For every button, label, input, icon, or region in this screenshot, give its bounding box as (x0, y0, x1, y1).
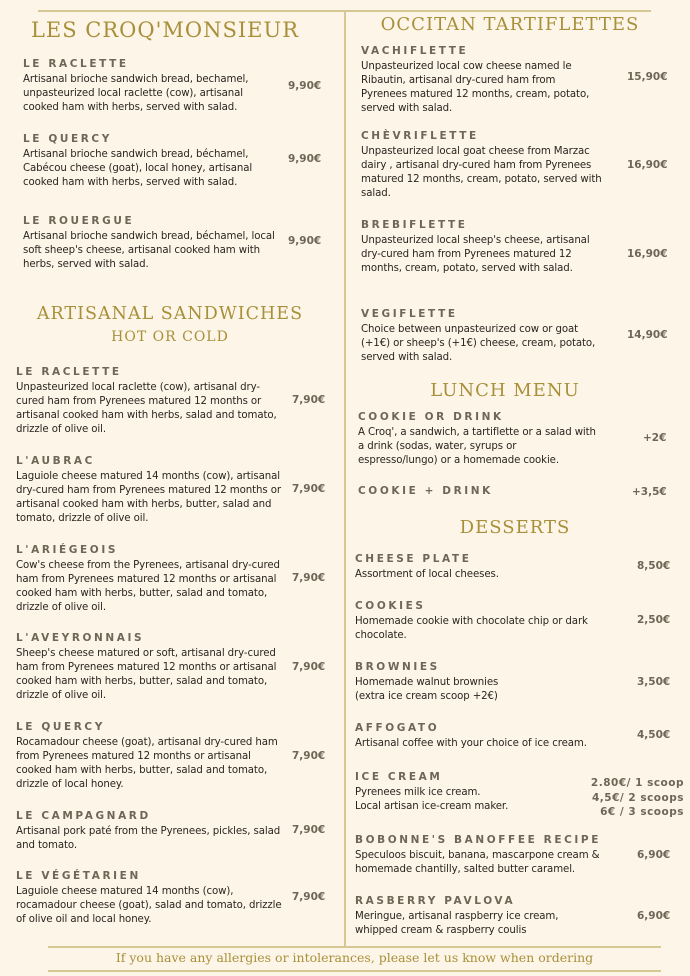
item-name: LE RACLETTE (23, 58, 129, 70)
menu-item (23, 215, 278, 272)
item-name: BOBONNE'S BANOFFEE RECIPE (355, 834, 601, 846)
section-title-croq-monsieur: LES CROQ'MONSIEUR (30, 18, 300, 42)
item-description: Artisanal brioche sandwich bread, bechamel, unpasteurized local raclette (cow), artisanal cooked ham with herbs, served with salad. (23, 74, 249, 113)
item-description: Cow's cheese from the Pyrenees, artisanal dry-cured ham from Pyrenees matured 12 months or artisanal cooked ham with herbs, butter, salad and tomato, drizzle of olive oil. (16, 560, 280, 613)
menu-item (361, 308, 601, 365)
section-title-lunch-menu: LUNCH MENU (430, 380, 580, 401)
item-description: Artisanal brioche sandwich bread, béchamel, Cabécou cheese (goat), local honey, artisanal cooked ham with herbs, served with salad. (23, 149, 253, 188)
item-price: +3,5€ (632, 486, 667, 498)
allergy-notice: If you have any allergies or intolerances, please let us know when ordering (115, 950, 594, 965)
column-divider (344, 10, 346, 946)
item-name: VACHIFLETTE (361, 45, 469, 57)
item-name: L'ARIÉGEOIS (16, 544, 118, 556)
item-price: 6,90€ (637, 910, 671, 922)
item-price: 3,50€ (637, 676, 671, 688)
item-description: Pyrenees milk ice cream. (355, 787, 481, 798)
menu-item (16, 366, 278, 437)
item-description: Speculoos biscuit, banana, mascarpone cream & homemade chantilly, salted butter caramel. (355, 850, 600, 875)
item-name: COOKIES (355, 600, 426, 612)
section-title-sandwiches: ARTISANAL SANDWICHES (36, 304, 304, 324)
item-price: 7,90€ (292, 750, 326, 762)
menu-item (361, 45, 601, 116)
item-name: COOKIE OR DRINK (358, 411, 504, 423)
item-name: VEGIFLETTE (361, 308, 458, 320)
item-price: 6,90€ (637, 849, 671, 861)
menu-item (16, 870, 282, 927)
footer-rule-bottom (48, 970, 661, 972)
menu-item (23, 58, 278, 115)
item-description: A Croq', a sandwich, a tartiflette or a salad with a drink (sodas, water, syrups or espresso/lungo) or a homemade cookie. (358, 427, 596, 466)
menu-item (355, 722, 625, 751)
menu-item (16, 632, 282, 703)
item-price: 14,90€ (627, 329, 668, 341)
item-name: RASBERRY PAVLOVA (355, 895, 516, 907)
ice-cream-price-list (591, 776, 684, 820)
menu-item (358, 485, 598, 500)
item-description: Homemade walnut brownies (extra ice cream scoop +2€) (355, 677, 499, 702)
item-price: 15,90€ (627, 71, 668, 83)
item-name: LE QUERCY (16, 721, 105, 733)
item-price: 7,90€ (292, 394, 326, 406)
item-price: 16,90€ (627, 248, 668, 260)
menu-item (16, 810, 282, 853)
item-description: Sheep's cheese matured or soft, artisanal dry-cured ham from Pyrenees matured 12 months or artisanal cooked ham with herbs, butter, salad and tomato, drizzle of olive oil. (16, 648, 277, 701)
menu-item (355, 895, 595, 938)
item-price: 6€ / 3 scoops (600, 806, 684, 818)
item-price: 2,50€ (637, 614, 671, 626)
item-price: 4,5€/ 2 scoops (591, 791, 684, 804)
menu-item (355, 771, 575, 814)
menu-item (355, 600, 617, 643)
item-name: L'AVEYRONNAIS (16, 632, 145, 644)
item-name: AFFOGATO (355, 722, 440, 734)
item-description: Unpasteurized local goat cheese from Marzac dairy , artisanal dry-cured ham from Pyrenees matured 12 months, cream, potato, served with salad. (361, 146, 602, 199)
menu-item (23, 133, 278, 190)
item-description: Artisanal coffee with your choice of ice cream. (355, 738, 587, 749)
item-price: 9,90€ (288, 153, 322, 165)
item-description: Artisanal pork paté from the Pyrenees, pickles, salad and tomato. (16, 826, 281, 851)
item-price: 9,90€ (288, 80, 322, 92)
footer-rule-top (48, 946, 661, 948)
menu-item (16, 455, 282, 526)
item-price: +2€ (643, 432, 667, 444)
item-price: 4,50€ (637, 729, 671, 741)
item-name: COOKIE + DRINK (358, 485, 493, 497)
item-name: BROWNIES (355, 661, 440, 673)
item-description: Unpasteurized local cow cheese named le Ribautin, artisanal dry-cured ham from Pyrenees matured 12 months, cream, potato, served with salad. (361, 61, 590, 114)
item-price: 7,90€ (292, 891, 326, 903)
item-description: Assortment of local cheeses. (355, 569, 499, 580)
menu-item (355, 553, 615, 582)
item-price: 8,50€ (637, 560, 671, 572)
item-name: LE ROUERGUE (23, 215, 135, 227)
item-name: L'AUBRAC (16, 455, 95, 467)
menu-item (355, 661, 615, 704)
section-subtitle-hot-or-cold: HOT OR COLD (111, 329, 229, 345)
menu-item (358, 411, 598, 468)
item-description: Homemade cookie with chocolate chip or dark chocolate. (355, 616, 588, 641)
item-description: Local artisan ice-cream maker. (355, 801, 509, 812)
item-name: LE CAMPAGNARD (16, 810, 151, 822)
section-title-tartiflettes: OCCITAN TARTIFLETTES (380, 14, 640, 35)
item-description: Artisanal brioche sandwich bread, béchamel, local soft sheep's cheese, artisanal cooked ham with herbs, served with salad. (23, 231, 275, 270)
item-description: Unpasteurized local sheep's cheese, artisanal dry-cured ham from Pyrenees matured 12 months, cream, potato, served with salad. (361, 235, 590, 274)
item-description: Laguiole cheese matured 14 months (cow), artisanal dry-cured ham from Pyrenees matured 12 months or artisanal cooked ham with herbs, butter, salad and tomato, drizzle of olive oil. (16, 471, 281, 524)
item-price: 2.80€/ 1 scoop (590, 777, 684, 789)
section-title-desserts: DESSERTS (459, 517, 571, 538)
item-name: ICE CREAM (355, 771, 443, 783)
menu-item (361, 130, 606, 201)
item-name: LE RACLETTE (16, 366, 122, 378)
item-name: LE QUERCY (23, 133, 112, 145)
item-description: Rocamadour cheese (goat), artisanal dry-cured ham from Pyrenees matured 12 months or artisanal cooked ham with herbs, butter, salad and tomato, drizzle of local honey. (16, 737, 278, 790)
menu-item (16, 721, 282, 792)
menu-item (16, 544, 282, 615)
item-name: CHEESE PLATE (355, 553, 472, 565)
item-price: 7,90€ (292, 572, 326, 584)
item-name: BREBIFLETTE (361, 219, 468, 231)
menu-item (361, 219, 601, 276)
item-price: 7,90€ (292, 483, 326, 495)
menu-item (355, 834, 620, 877)
item-price: 16,90€ (627, 159, 668, 171)
item-description: Unpasteurized local raclette (cow), artisanal dry-cured ham from Pyrenees matured 12 months or artisanal cooked ham with herbs, salad and tomato, drizzle of olive oil. (16, 382, 277, 435)
item-price: 7,90€ (292, 824, 326, 836)
item-name: LE VÉGÉTARIEN (16, 870, 141, 882)
item-price: 9,90€ (288, 235, 322, 247)
item-price: 7,90€ (292, 661, 326, 673)
item-description: Meringue, artisanal raspberry ice cream, whipped cream & raspberry coulis (355, 911, 559, 936)
item-description: Laguiole cheese matured 14 months (cow), rocamadour cheese (goat), salad and tomato, drizzle of olive oil and local honey. (16, 886, 282, 925)
item-description: Choice between unpasteurized cow or goat (+1€) or sheep's (+1€) cheese, cream, potato, served with salad. (361, 324, 596, 363)
item-name: CHÈVRIFLETTE (361, 130, 479, 142)
